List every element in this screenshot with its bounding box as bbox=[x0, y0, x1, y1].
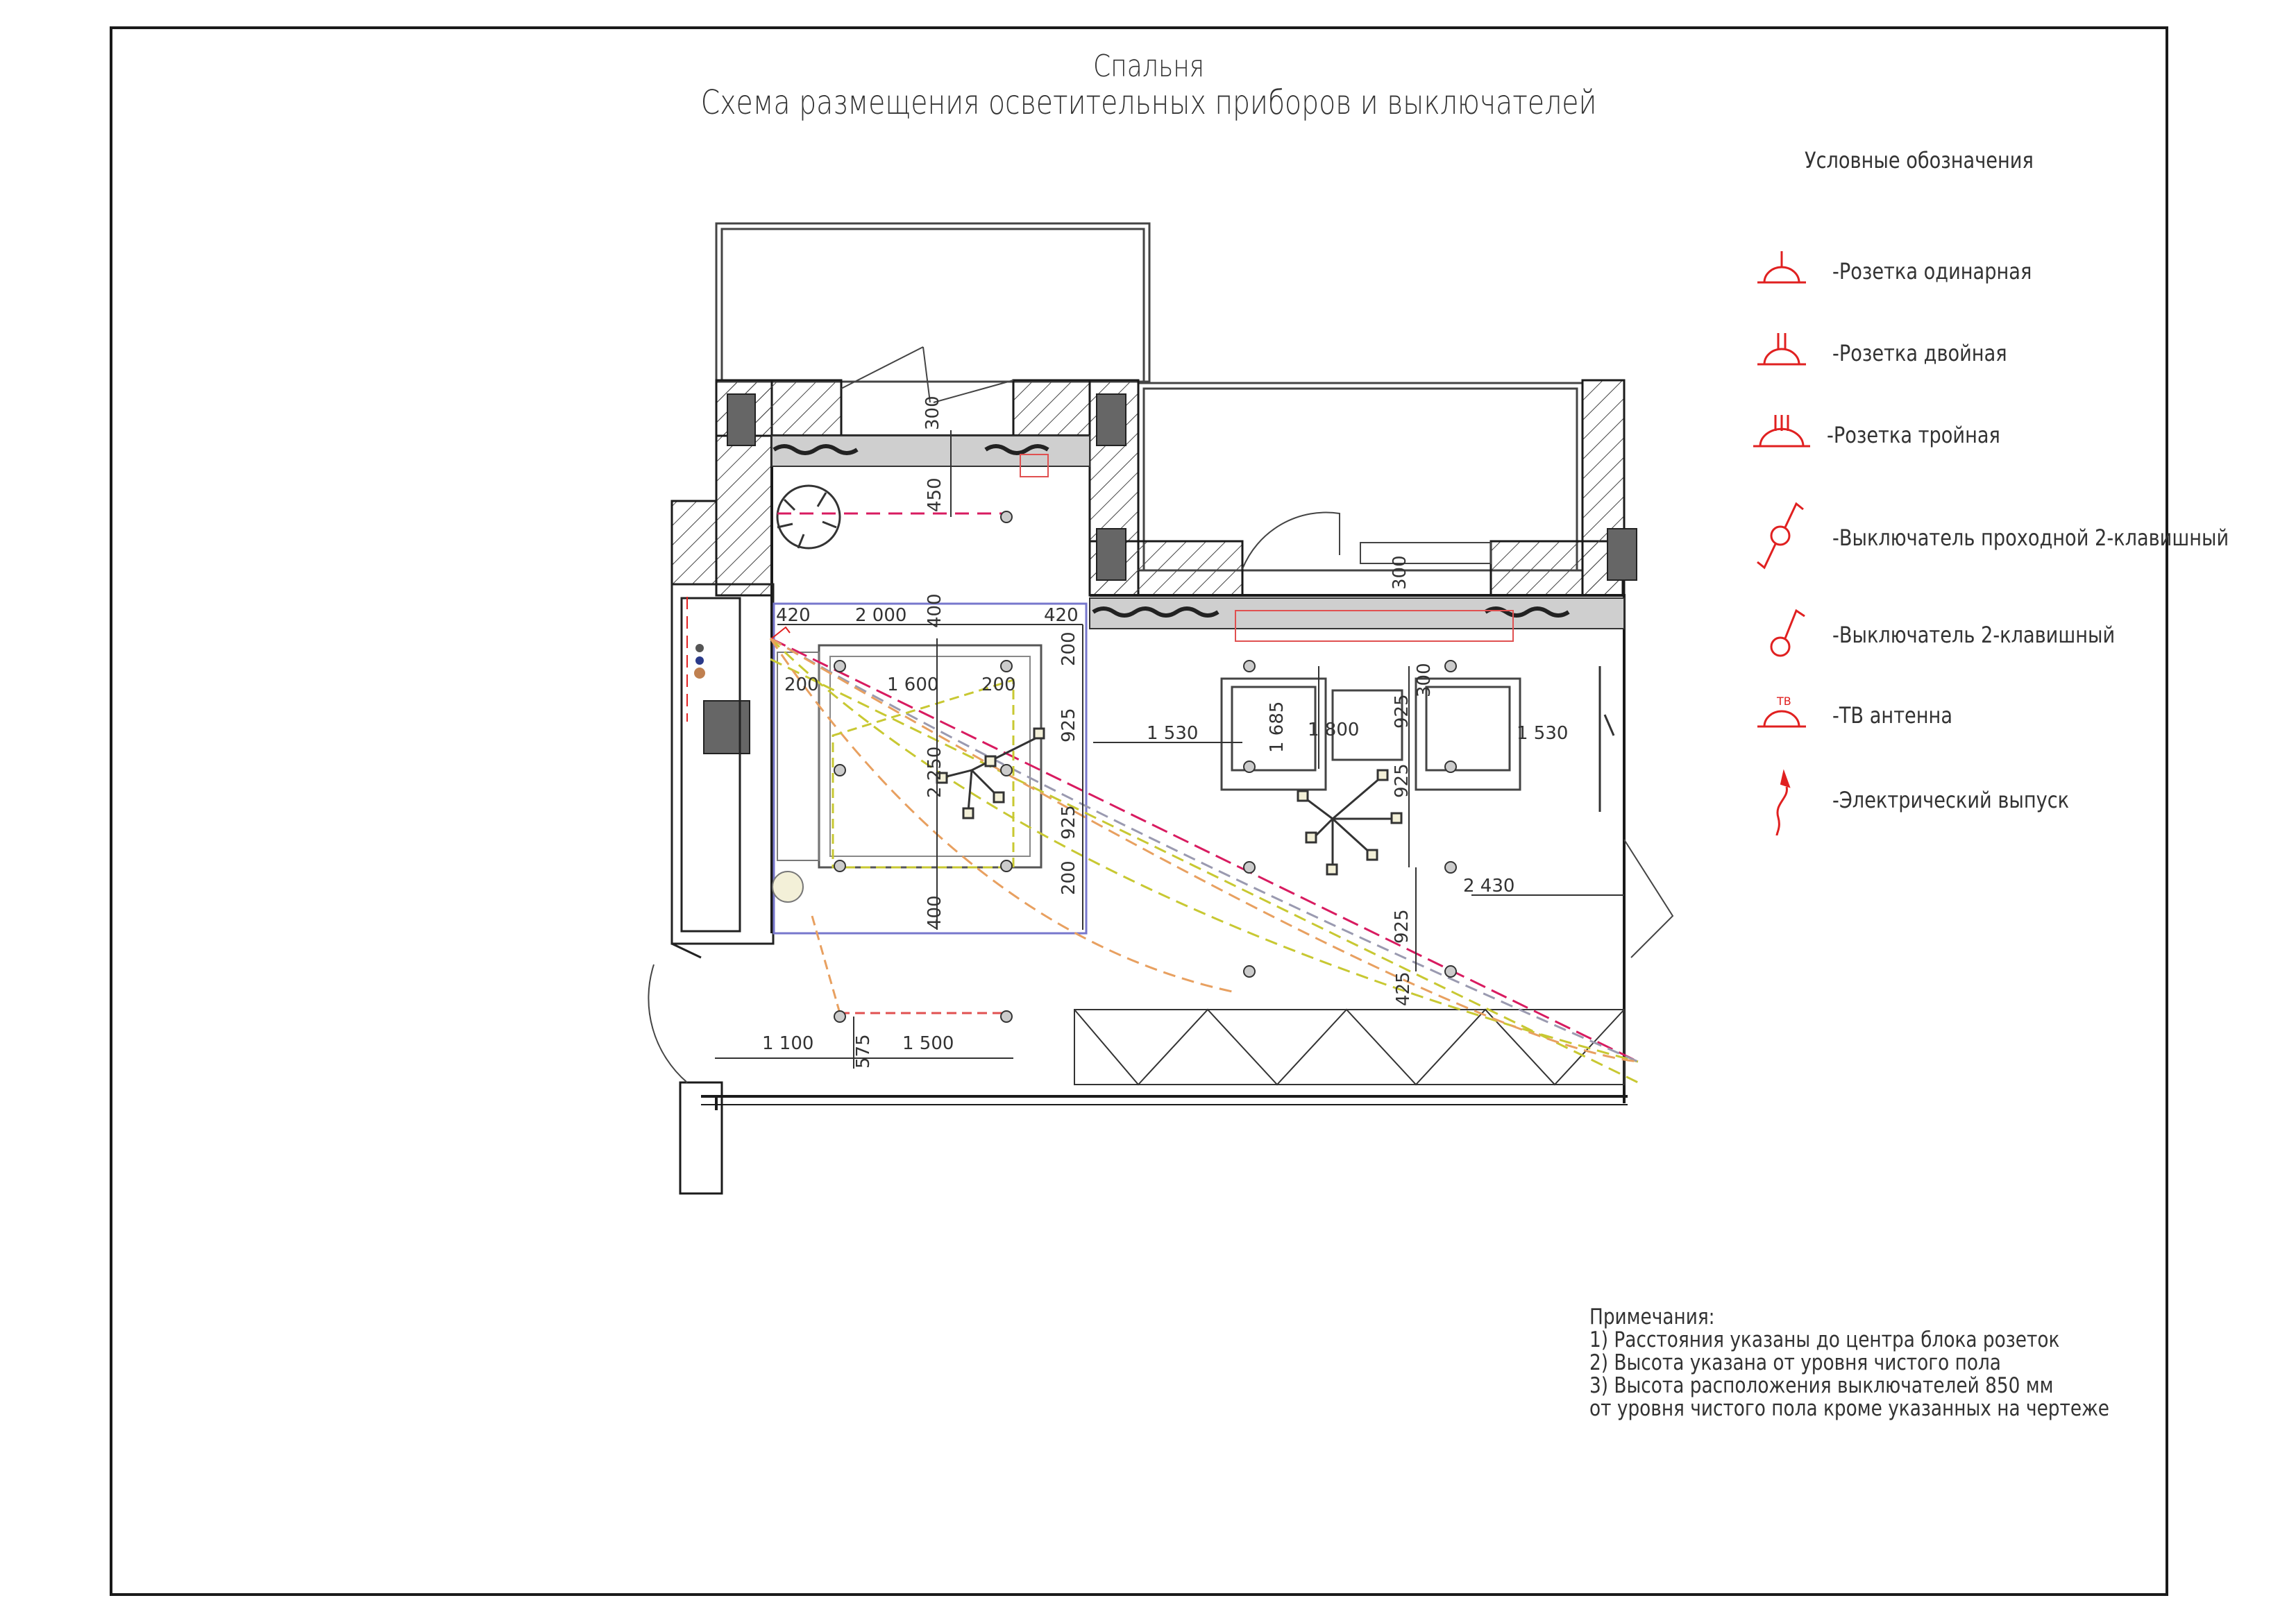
note-line: от уровня чистого пола кроме указанных на чертеже bbox=[1589, 1396, 2110, 1421]
legend-label: -Розетка двойная bbox=[1832, 340, 2007, 366]
dim-1800: 1 800 bbox=[1308, 720, 1360, 740]
dim-575: 575 bbox=[853, 1034, 874, 1069]
triple-socket-icon bbox=[1749, 408, 1812, 464]
dim-925-b: 925 bbox=[1058, 805, 1079, 840]
legend-label: -ТВ антенна bbox=[1832, 702, 1953, 729]
passthrough-switch-icon bbox=[1749, 493, 1812, 576]
drawing-subtitle: Схема размещения осветительных приборов и выключателей bbox=[700, 83, 1597, 122]
notes-block bbox=[1589, 1306, 2109, 1420]
legend-label: -Выключатель 2-клавишный bbox=[1832, 622, 2116, 648]
drawing-title: Спальня bbox=[1092, 49, 1205, 84]
dim-400-bottom: 400 bbox=[925, 895, 945, 930]
balcony-left bbox=[716, 223, 1149, 382]
legend-heading: Условные обозначения bbox=[1805, 147, 2034, 173]
dim-300-top: 300 bbox=[922, 396, 943, 430]
dim-2250: 2 250 bbox=[925, 746, 945, 798]
dim-200-c: 200 bbox=[1058, 631, 1079, 666]
dimension-lines bbox=[715, 430, 1624, 1069]
dim-200-d: 200 bbox=[1058, 860, 1079, 895]
dim-2430: 2 430 bbox=[1463, 876, 1515, 897]
legend-label: -Розетка одинарная bbox=[1832, 258, 2032, 284]
dim-1685: 1 685 bbox=[1267, 701, 1288, 753]
dim-425: 425 bbox=[1393, 971, 1414, 1006]
tv-antenna-code: ТВ bbox=[1777, 695, 1791, 708]
single-socket-icon bbox=[1749, 244, 1812, 300]
dim-450: 450 bbox=[925, 477, 945, 512]
legend-label: -Электрический выпуск bbox=[1832, 787, 2070, 813]
dim-200-b: 200 bbox=[981, 674, 1016, 695]
note-line: 2) Высота указана от уровня чистого пола bbox=[1589, 1350, 2001, 1375]
dim-925-a: 925 bbox=[1058, 708, 1079, 742]
legend-label: -Розетка тройная bbox=[1827, 422, 2000, 448]
two-key-switch-icon bbox=[1749, 598, 1812, 668]
dim-2000: 2 000 bbox=[855, 605, 907, 626]
dim-925-d: 925 bbox=[1392, 763, 1412, 798]
legend-label: -Выключатель проходной 2-клавишный bbox=[1832, 525, 2229, 551]
dim-400-top: 400 bbox=[925, 593, 945, 628]
note-line: 3) Высота расположения выключателей 850 мм bbox=[1589, 1373, 2054, 1398]
dim-1530-right: 1 530 bbox=[1517, 723, 1569, 744]
plant bbox=[777, 486, 840, 548]
dim-300-right: 300 bbox=[1414, 663, 1435, 697]
dim-925-c: 925 bbox=[1392, 694, 1412, 729]
dim-300-window: 300 bbox=[1390, 555, 1410, 590]
dim-1500: 1 500 bbox=[902, 1033, 954, 1054]
dim-420-right: 420 bbox=[1044, 605, 1079, 626]
double-socket-icon bbox=[1749, 326, 1812, 382]
electrical-outlet-icon bbox=[1749, 763, 1812, 840]
bottom-wardrobe bbox=[1074, 1010, 1624, 1085]
note-line: 1) Расстояния указаны до центра блока розеток bbox=[1589, 1327, 2060, 1352]
dim-1100: 1 100 bbox=[762, 1033, 814, 1054]
tv-unit bbox=[1600, 666, 1614, 812]
dim-925-e: 925 bbox=[1392, 909, 1412, 944]
dim-420-left: 420 bbox=[776, 605, 811, 626]
notes-heading: Примечания: bbox=[1589, 1305, 1715, 1329]
dim-1530-left: 1 530 bbox=[1147, 723, 1199, 744]
chandelier-right bbox=[1298, 770, 1401, 874]
walls-hatched bbox=[672, 380, 1624, 1193]
tv-antenna-icon bbox=[1749, 688, 1812, 744]
dim-200-a: 200 bbox=[784, 674, 819, 695]
dim-1600: 1 600 bbox=[887, 674, 939, 695]
